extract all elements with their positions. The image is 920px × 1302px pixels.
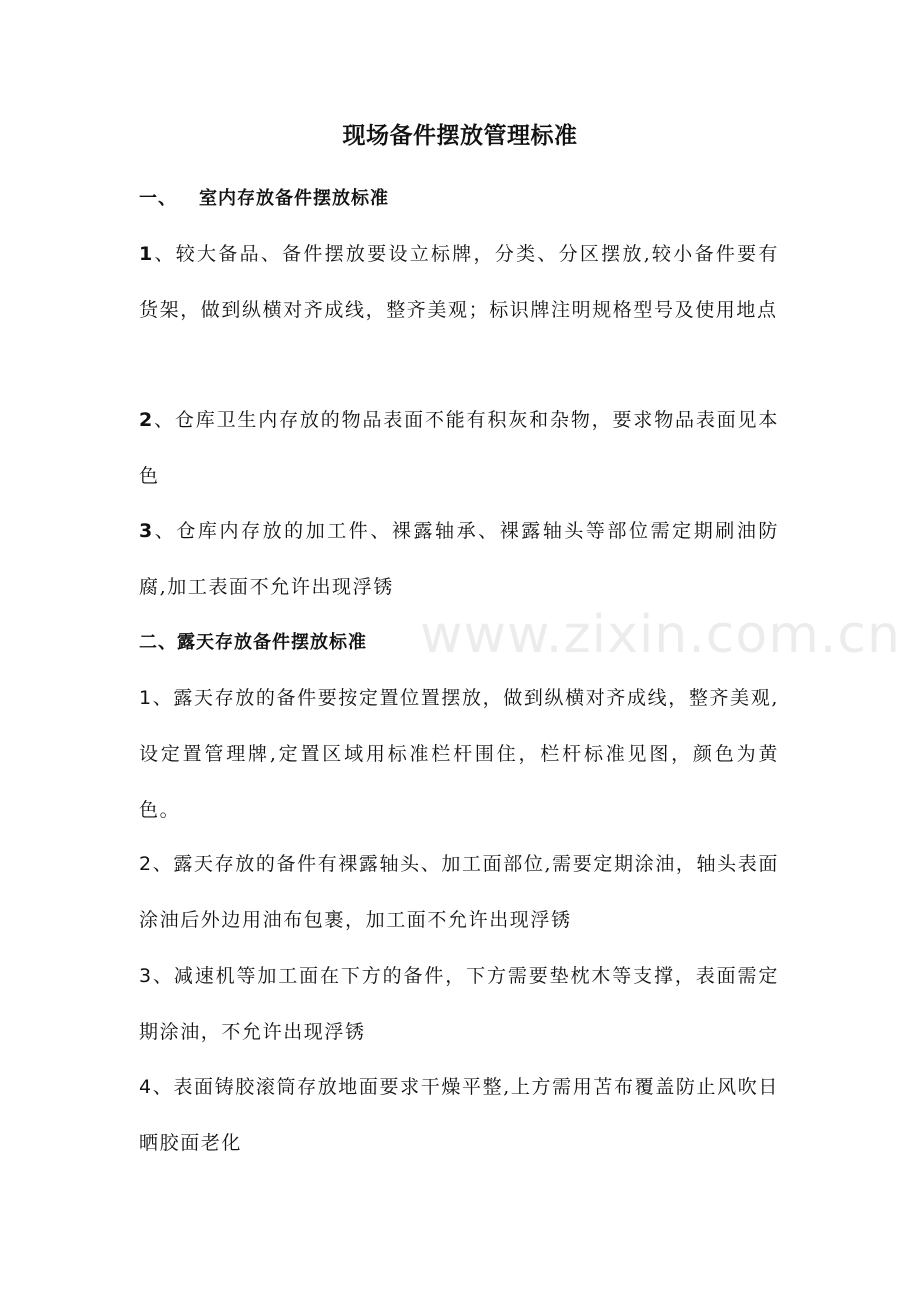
- item-number: 2: [139, 409, 154, 431]
- item-text: 、较大备品、备件摆放要设立标牌，分类、分区摆放,较小备件要有货架，做到纵横对齐成线，整齐美观；标识牌注明规格型号及使用地点: [139, 243, 779, 321]
- section-number: 一、: [139, 188, 177, 209]
- item-number: 3: [139, 965, 153, 987]
- section-heading-2: [139, 628, 367, 658]
- item-number: 2: [139, 853, 153, 875]
- section-heading-1: [139, 184, 389, 214]
- list-item: [139, 670, 779, 838]
- watermark: www.zixin.com.cn: [420, 605, 901, 665]
- item-number: 1: [139, 243, 154, 265]
- list-item: [139, 226, 779, 338]
- section-number: 二、: [139, 632, 177, 653]
- section-title: 室内存放备件摆放标准: [199, 188, 389, 209]
- item-text: 、表面铸胶滚筒存放地面要求干燥平整,上方需用苫布覆盖防止风吹日晒胶面老化: [139, 1076, 779, 1154]
- list-item: [139, 392, 779, 504]
- section-title: 露天存放备件摆放标准: [177, 632, 367, 653]
- item-number: 4: [139, 1076, 153, 1098]
- item-text: 、露天存放的备件要按定置位置摆放，做到纵横对齐成线，整齐美观,设定置管理牌,定置区域用标准栏杆围住，栏杆标准见图，颜色为黄色。: [139, 687, 779, 821]
- list-item: [139, 503, 779, 615]
- item-text: 、露天存放的备件有裸露轴头、加工面部位,需要定期涂油，轴头表面涂油后外边用油布包裹，加工面不允许出现浮锈: [139, 853, 779, 931]
- list-item: [139, 948, 779, 1060]
- item-number: 1: [139, 687, 153, 709]
- list-item: [139, 836, 779, 948]
- item-text: 、减速机等加工面在下方的备件，下方需要垫枕木等支撑，表面需定期涂油，不允许出现浮锈: [139, 965, 779, 1043]
- item-text: 、仓库内存放的加工件、裸露轴承、裸露轴头等部位需定期刷油防腐,加工表面不允许出现浮锈: [139, 520, 779, 598]
- document-title: 现场备件摆放管理标准: [342, 123, 578, 149]
- item-text: 、仓库卫生内存放的物品表面不能有积灰和杂物，要求物品表面见本色: [139, 409, 779, 487]
- item-number: 3: [139, 520, 154, 542]
- list-item: [139, 1059, 779, 1171]
